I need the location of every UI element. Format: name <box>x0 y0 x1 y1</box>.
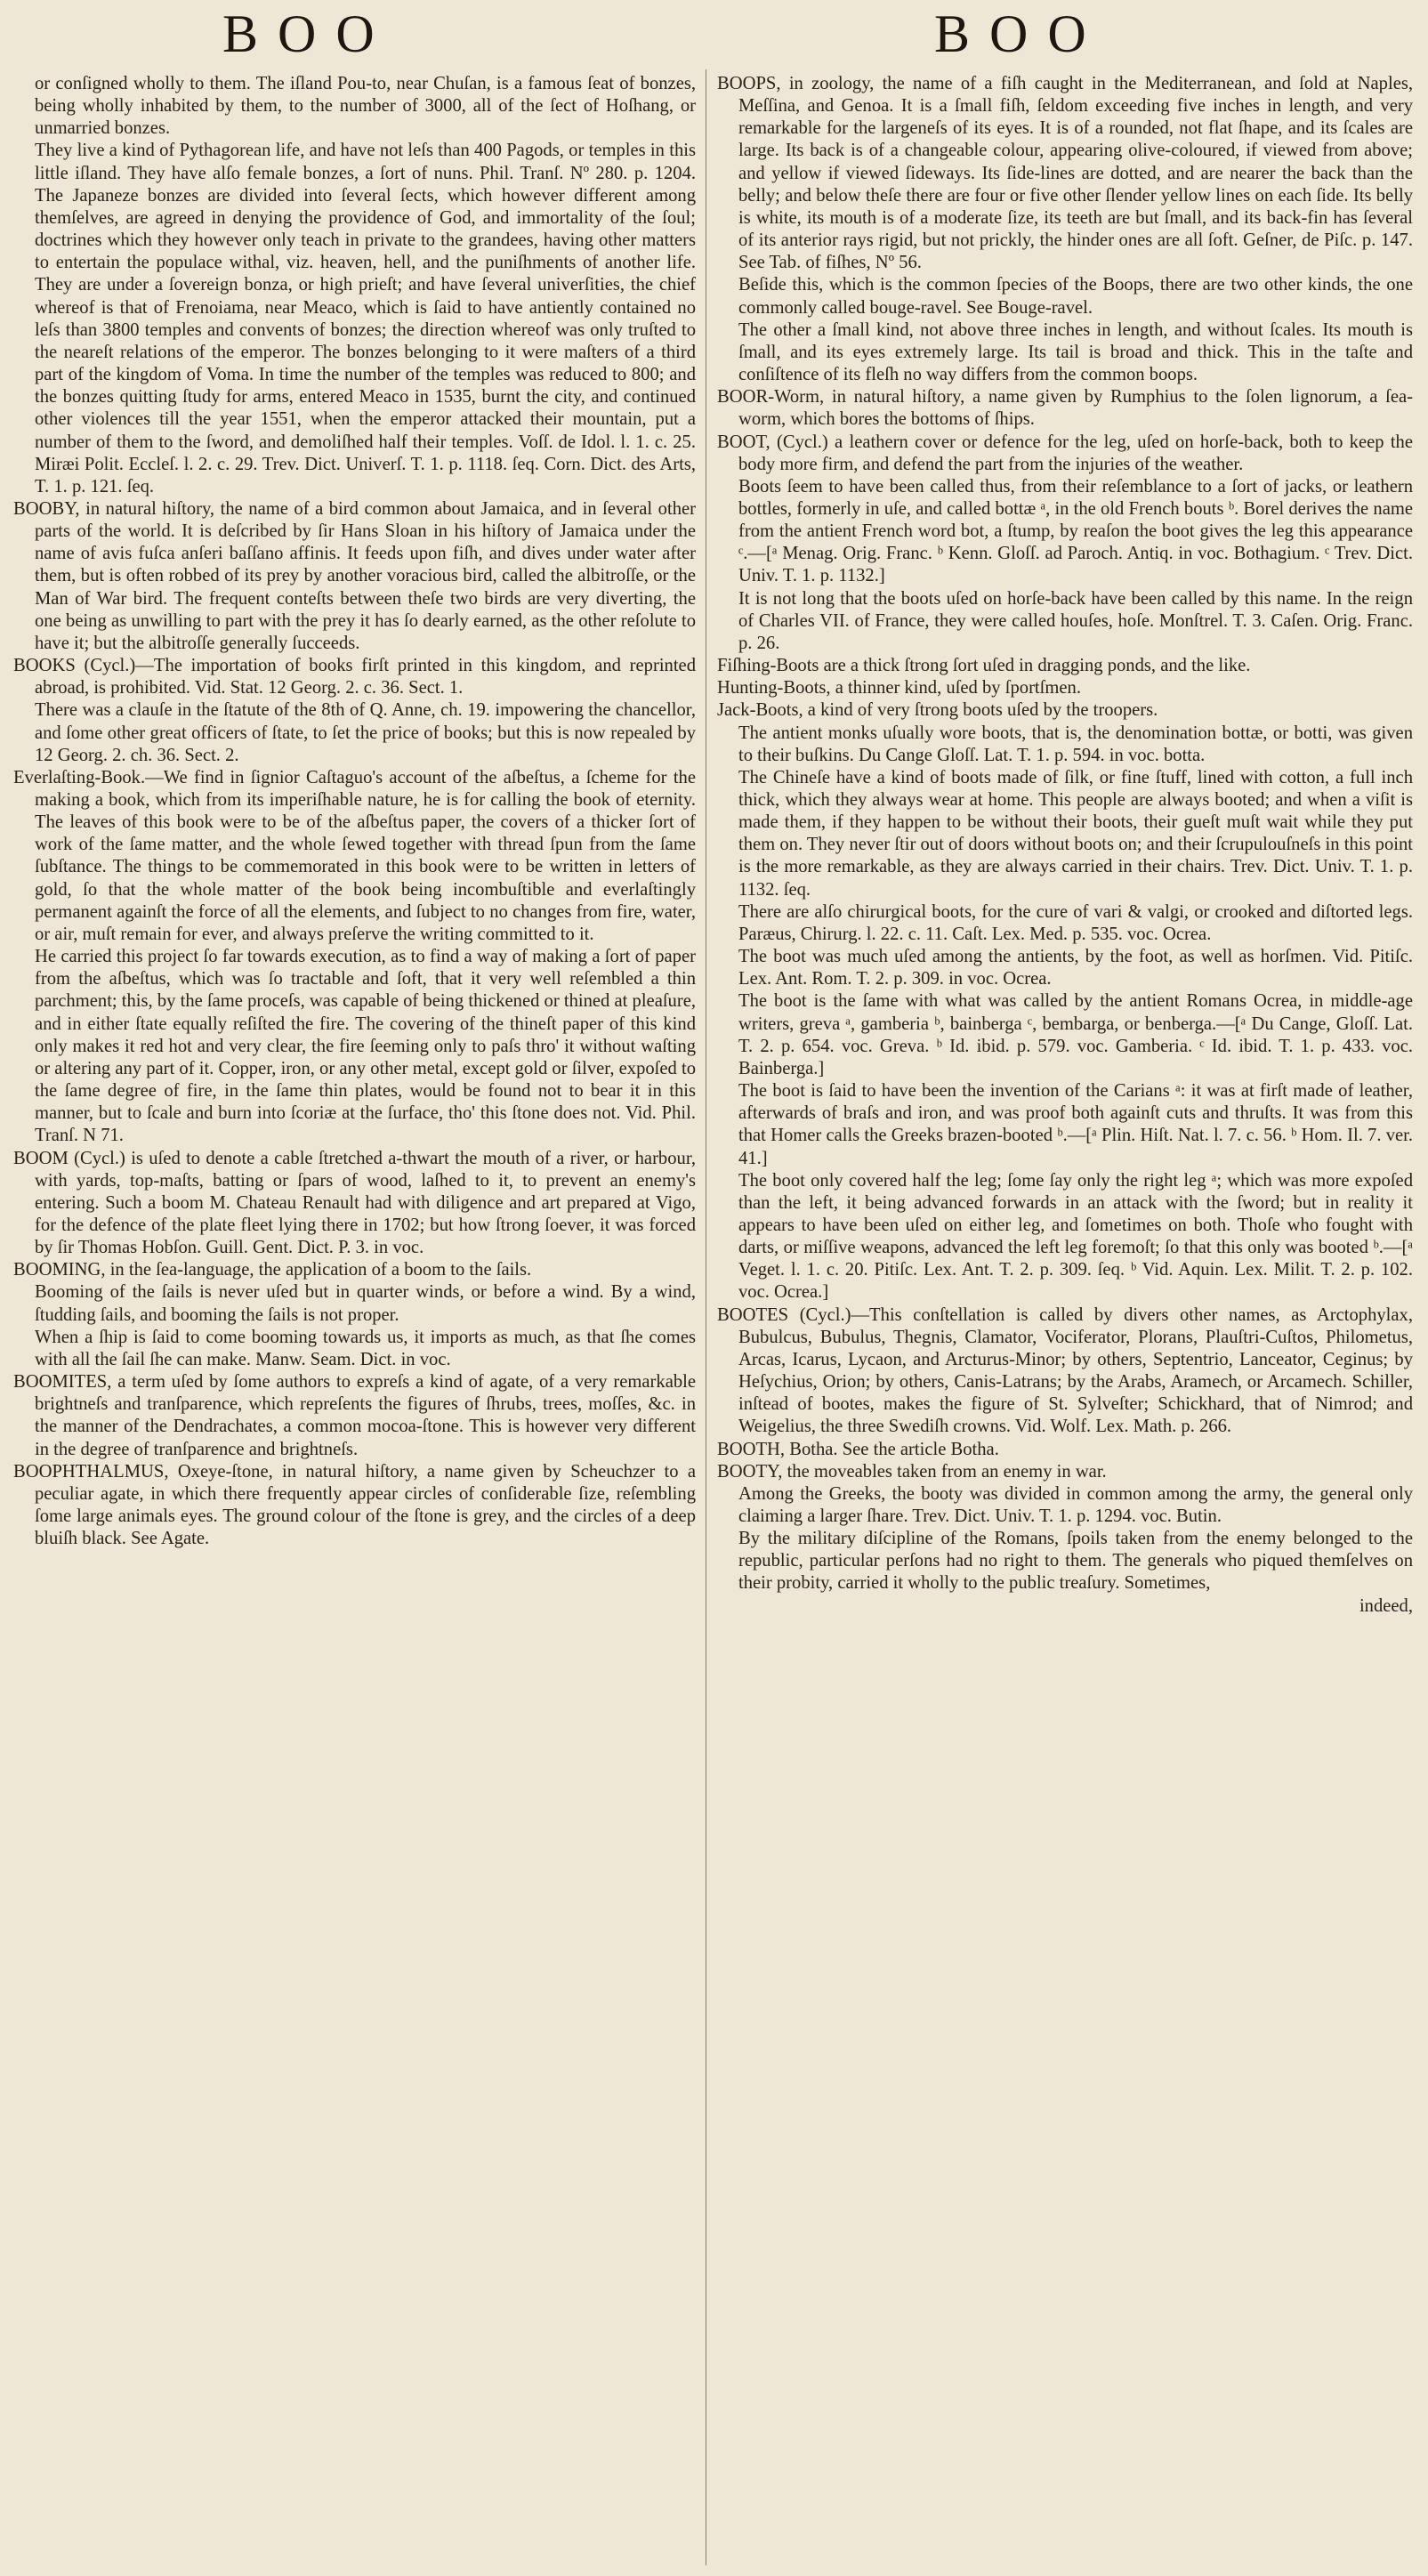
running-head-left: BOO <box>222 4 394 63</box>
entry-paragraph: The boot only covered half the leg; ſome ſay only the right leg ᵃ; which was more expoſed than the left, it being advanced forwards in an attack with the ſword; but in reality it appears to have been uſed on either leg, and ſometimes on both. Thoſe who fought with darts, or miſſive weapons, advanced the left leg foremoſt; ſo that this only was booted ᵇ.—[ᵃ Veget. l. 1. c. 20. Pitiſc. Lex. Ant. T. 2. p. 309. ſeq. ᵇ Vid. Aquin. Lex. Milit. T. 2. p. 102. voc. Ocrea.] <box>738 1170 1413 1303</box>
left-column <box>13 73 696 2564</box>
dictionary-entry: BOOBY, in natural hiſtory, the name of a bird common about Jamaica, and in ſeveral other parts of the world. It is deſcribed by ſir Hans Sloan in his hiſtory of Jamaica under the name of avis fuſca anſeri baſſano affinis. It feeds upon fiſh, and dives under water after them, but is often robbed of its prey by another voracious bird, called the albitroſſe, or the Man of War bird. The frequent conteſts between theſe two birds are very diverting, the one being as unwilling to part with the prey it has ſo dearly earned, as the other reſolute to have it; but the albitroſſe generally ſucceeds. <box>13 498 696 653</box>
entry-paragraph: Booming of the ſails is never uſed but in quarter winds, or before a wind. By a wind, ſtudding ſails, and booming the ſails is not proper. <box>35 1282 696 1325</box>
dictionary-entry: BOOR-Worm, in natural hiſtory, a name given by Rumphius to the ſolen lignorum, a ſea-worm, which bores the bottoms of ſhips. <box>717 387 1413 430</box>
dictionary-entry: Jack-Boots, a kind of very ſtrong boots uſed by the troopers. <box>717 700 1158 721</box>
dictionary-entry: BOOTY, the moveables taken from an enemy in war. <box>717 1461 1107 1482</box>
right-column <box>717 73 1413 2564</box>
entry-paragraph: The boot is the ſame with what was called by the antient Romans Ocrea, in middle-age writers, greva ᵃ, gamberia ᵇ, bainberga ᶜ, bembarga, or benberga.—[ᵃ Du Cange, Gloſſ. Lat. T. 2. p. 654. voc. Greva. ᵇ Id. ibid. p. 579. voc. Gamberia. ᶜ Id. ibid. T. 1. p. 433. voc. Bainberga.] <box>738 991 1413 1078</box>
dictionary-entry: BOOPHTHALMUS, Oxeye-ſtone, in natural hiſtory, a name given by Scheuchzer to a peculiar agate, in which there frequently appear circles of conſiderable ſize, reſembling ſome large animals eyes. The ground colour of the ſtone is grey, and the circles of a deep bluiſh black. See Agate. <box>13 1461 696 1549</box>
catchword: indeed, <box>1359 1595 1413 1616</box>
running-head <box>0 0 1428 71</box>
entry-paragraph: or conſigned wholly to them. The iſland Pou-to, near Chuſan, is a famous ſeat of bonzes, being wholly inhabited by them, to the number of 3000, all of the ſect of Hoſhang, or unmarried bonzes. <box>35 74 696 139</box>
entry-paragraph: The antient monks uſually wore boots, that is, the denomination bottæ, or botti, was given to their buſkins. Du Cange Gloſſ. Lat. T. 1. p. 594. in voc. botta. <box>738 723 1413 765</box>
dictionary-entry: BOOKS (Cycl.)—The importation of books firſt printed in this kingdom, and reprinted abroad, is prohibited. Vid. Stat. 12 Georg. 2. c. 36. Sect. 1. <box>13 656 696 699</box>
entry-paragraph: The other a ſmall kind, not above three inches in length, and without ſcales. Its mouth is ſmall, and its eyes extremely large. Its tail is broad and thick. This in the taſte and conſiſtence of its fleſh no way differs from the common boops. <box>738 319 1413 385</box>
entry-paragraph: Boots ſeem to have been called thus, from their reſemblance to a ſort of jacks, or leathern bottles, formerly in uſe, and called bottæ ᵃ, in the old French bouts ᵇ. Borel derives the name from the antient French word bot, a ſtump, by reaſon the boot gives the leg this appearance ᶜ.—[ᵃ Menag. Orig. Franc. ᵇ Kenn. Gloſſ. ad Paroch. Antiq. in voc. Bothagium. ᶜ Trev. Dict. Univ. T. 1. p. 1132.] <box>738 476 1413 586</box>
dictionary-entry: BOOMING, in the ſea-language, the application of a boom to the ſails. <box>13 1260 532 1280</box>
entry-paragraph: Beſide this, which is the common ſpecies of the Boops, there are two other kinds, the one commonly called bouge-ravel. See Bouge-ravel. <box>738 275 1413 318</box>
dictionary-entry: BOOPS, in zoology, the name of a fiſh caught in the Mediterranean, and ſold at Naples, Meſſina, and Genoa. It is a ſmall fiſh, ſeldom exceeding five inches in length, and very remarkable for the largeneſs of its eyes. It is of a rounded, not flat ſhape, and its ſcales are large. Its back is of a changeable colour, appearing olive-coloured, if viewed from above; and yellow if viewed ſideways. Its ſide-lines are dotted, and are nearer the back than the belly; and below theſe there are four or five other ſlender yellow lines on each ſide. Its belly is white, its mouth is of a moderate ſize, its teeth are but ſmall, and its back-fin has ſeveral of its anterior rays rigid, but not prickly, the hinder ones are all ſoft. Geſner, de Piſc. p. 147. See Tab. of fiſhes, Nº 56. <box>717 74 1413 273</box>
dictionary-entry: BOOM (Cycl.) is uſed to denote a cable ſtretched a-thwart the mouth of a river, or harbour, with yards, top-maſts, batting or ſpars of wood, laſhed to it, to prevent an enemy's entering. Such a boom M. Chateau Renault had with diligence and art prepared at Vigo, for the defence of the plate fleet lying there in 1702; but how ſtrong ſoever, it was forced by ſir Thomas Hobſon. Guill. Gent. Dict. P. 3. in voc. <box>13 1148 696 1258</box>
entry-paragraph: Among the Greeks, the booty was divided in common among the army, the general only claiming a larger ſhare. Trev. Dict. Univ. T. 1. p. 1294. voc. Butin. <box>738 1483 1413 1526</box>
entry-paragraph: The boot was much uſed among the antients, by the foot, as well as horſmen. Vid. Pitiſc. Lex. Ant. Rom. T. 2. p. 309. in voc. Ocrea. <box>738 947 1413 989</box>
entry-paragraph: They live a kind of Pythagorean life, and have not leſs than 400 Pagods, or temples in this little iſland. They have alſo female bonzes, a ſort of nuns. Phil. Tranſ. Nº 280. p. 1204. The Japaneze bonzes are divided into ſeveral ſects, which however different among themſelves, are agreed in denying the providence of God, and immortality of the ſoul; doctrines which they however only teach in private to the grandees, having other matters to entertain the populace withal, viz. heaven, hell, and the puniſhments of another life. They are under a ſovereign bonza, or high prieſt; and have ſeveral univerſities, the chief whereof is that of Frenoiama, near Meaco, which is ſaid to have antiently contained no leſs than 3800 temples and convents of bonzes; the direction whereof was only truſted to the neareſt relations of the emperor. The bonzes belonging to it were maſters of a third part of the kingdom of Voma. In time the number of the temples was reduced to 800; and the bonzes quitting ſtudy for arms, entered Meaco in 1535, burnt the city, and continued other violences till the year 1551, when the emperor attacked their mountain, put a number of them to the ſword, and demoliſhed half their temples. Voſſ. de Idol. l. 1. c. 25. Miræi Polit. Eccleſ. l. 2. c. 29. Trev. Dict. Univerſ. T. 1. p. 1118. ſeq. Corn. Dict. des Arts, T. 1. p. 121. ſeq. <box>35 141 696 497</box>
entry-paragraph: He carried this project ſo far towards execution, as to find a way of making a ſort of paper from the aſbeſtus, which was ſo tractable and ſoft, that it very well reſembled a thin parchment; this, by the ſame proceſs, was capable of being thickened or thined at pleaſure, and in either ſtate equally reſiſted the fire. The covering of the thineſt paper of this kind only makes it red hot and very clear, the fire ſeeming only to paſs thro' it without waſting or altering any part of it. Copper, iron, or any other metal, except gold or ſilver, expoſed to the ſame degree of fire, in the ſame thin plates, would be found not to bear it in this manner, but to ſcale and burn into ſcoriæ at the ſurface, tho' this ſtone does not. Vid. Phil. Tranſ. N 71. <box>35 947 696 1146</box>
dictionary-entry: BOOTES (Cycl.)—This conſtellation is called by divers other names, as Arctophylax, Bubulcus, Bubulus, Thegnis, Clamator, Vociferator, Plorans, Plauſtri-Cuſtos, Philometus, Arcas, Icarus, Lycaon, and Arcturus-Minor; by others, Septentrio, Lanceator, Ceginus; by Heſychius, Orion; by others, Canis-Latrans; by the Arabs, Aramech, or Arcamech. Schiller, inſtead of bootes, makes the figure of St. Sylveſter; Schickhard, that of Nimrod; and Weigelius, the three Swediſh crowns. Vid. Wolf. Lex. Math. p. 266. <box>717 1304 1413 1437</box>
entry-paragraph: It is not long that the boots uſed on horſe-back have been called by this name. In the reign of Charles VII. of France, they were called houſes, hoſe. Monſtrel. T. 3. Caſen. Orig. Franc. p. 26. <box>738 588 1413 653</box>
entry-paragraph: By the military diſcipline of the Romans, ſpoils taken from the enemy belonged to the republic, particular perſons had no right to them. The generals who piqued themſelves on their probity, carried it wholly to the public treaſury. Sometimes, <box>738 1529 1413 1594</box>
entry-paragraph: When a ſhip is ſaid to come booming towards us, it imports as much, as that ſhe comes with all the ſail ſhe can make. Manw. Seam. Dict. in voc. <box>35 1327 696 1369</box>
entry-paragraph: There was a clauſe in the ſtatute of the 8th of Q. Anne, ch. 19. impowering the chancellor, and ſome other great officers of ſtate, to ſet the price of books; but this is now repealed by 12 Georg. 2. ch. 36. Sect. 2. <box>35 700 696 765</box>
dictionary-entry: BOOT, (Cycl.) a leathern cover or defence for the leg, uſed on horſe-back, both to keep the body more firm, and defend the part from the injuries of the weather. <box>717 432 1413 474</box>
entry-paragraph: The boot is ſaid to have been the invention of the Carians ᵃ: it was at firſt made of leather, afterwards of braſs and iron, and was proof both againſt cuts and thruſts. It was from this that Homer calls the Greeks brazen-booted ᵇ.—[ᵃ Plin. Hiſt. Nat. l. 7. c. 56. ᵇ Hom. Il. 7. ver. 41.] <box>738 1081 1413 1168</box>
dictionary-entry: BOOMITES, a term uſed by ſome authors to expreſs a kind of agate, of a very remarkable brightneſs and tranſparence, which repreſents the figures of ſhrubs, trees, moſſes, &c. in the manner of the Dendrachates, a common mocoa-ſtone. This is however very different in the degree of tranſparence and brightneſs. <box>13 1372 696 1459</box>
dictionary-entry: BOOTH, Botha. See the article Botha. <box>717 1439 999 1459</box>
entry-paragraph: There are alſo chirurgical boots, for the cure of vari & valgi, or crooked and diſtorted legs. Paræus, Chirurg. l. 22. c. 11. Caſt. Lex. Med. p. 535. voc. Ocrea. <box>738 901 1413 944</box>
dictionary-entry: Fiſhing-Boots are a thick ſtrong ſort uſed in dragging ponds, and the like. <box>717 656 1251 676</box>
dictionary-entry: Everlaſting-Book.—We find in ſignior Caſtaguo's account of the aſbeſtus, a ſcheme for the making a book, which from its imperiſhable nature, he is for calling the book of eternity. The leaves of this book were to be of the aſbeſtus paper, the covers of a thicker ſort of work of the ſame matter, and the whole ſewed together with thread ſpun from the ſame ſubſtance. The things to be commemorated in this book were to be written in letters of gold, ſo that the whole matter of the book being incombuſtible and everlaſtingly permanent againſt the force of all the elements, and ſubject to no changes from fire, water, or air, muſt remain for ever, and always preſerve the writing committed to it. <box>13 767 696 944</box>
entry-paragraph: The Chineſe have a kind of boots made of ſilk, or fine ſtuff, lined with cotton, a full inch thick, which they always wear at home. This people are always booted; and when a viſit is made them, if they happen to be without their boots, their gueſt muſt wait while they put them on. They never ſtir out of doors without boots on; and their ſcrupulouſneſs in this point is the more remarkable, as they are always carried in their chairs. Trev. Dict. Univ. T. 1. p. 1132. ſeq. <box>738 767 1413 900</box>
dictionary-entry: Hunting-Boots, a thinner kind, uſed by ſportſmen. <box>717 678 1081 699</box>
running-head-right: BOO <box>934 4 1106 63</box>
